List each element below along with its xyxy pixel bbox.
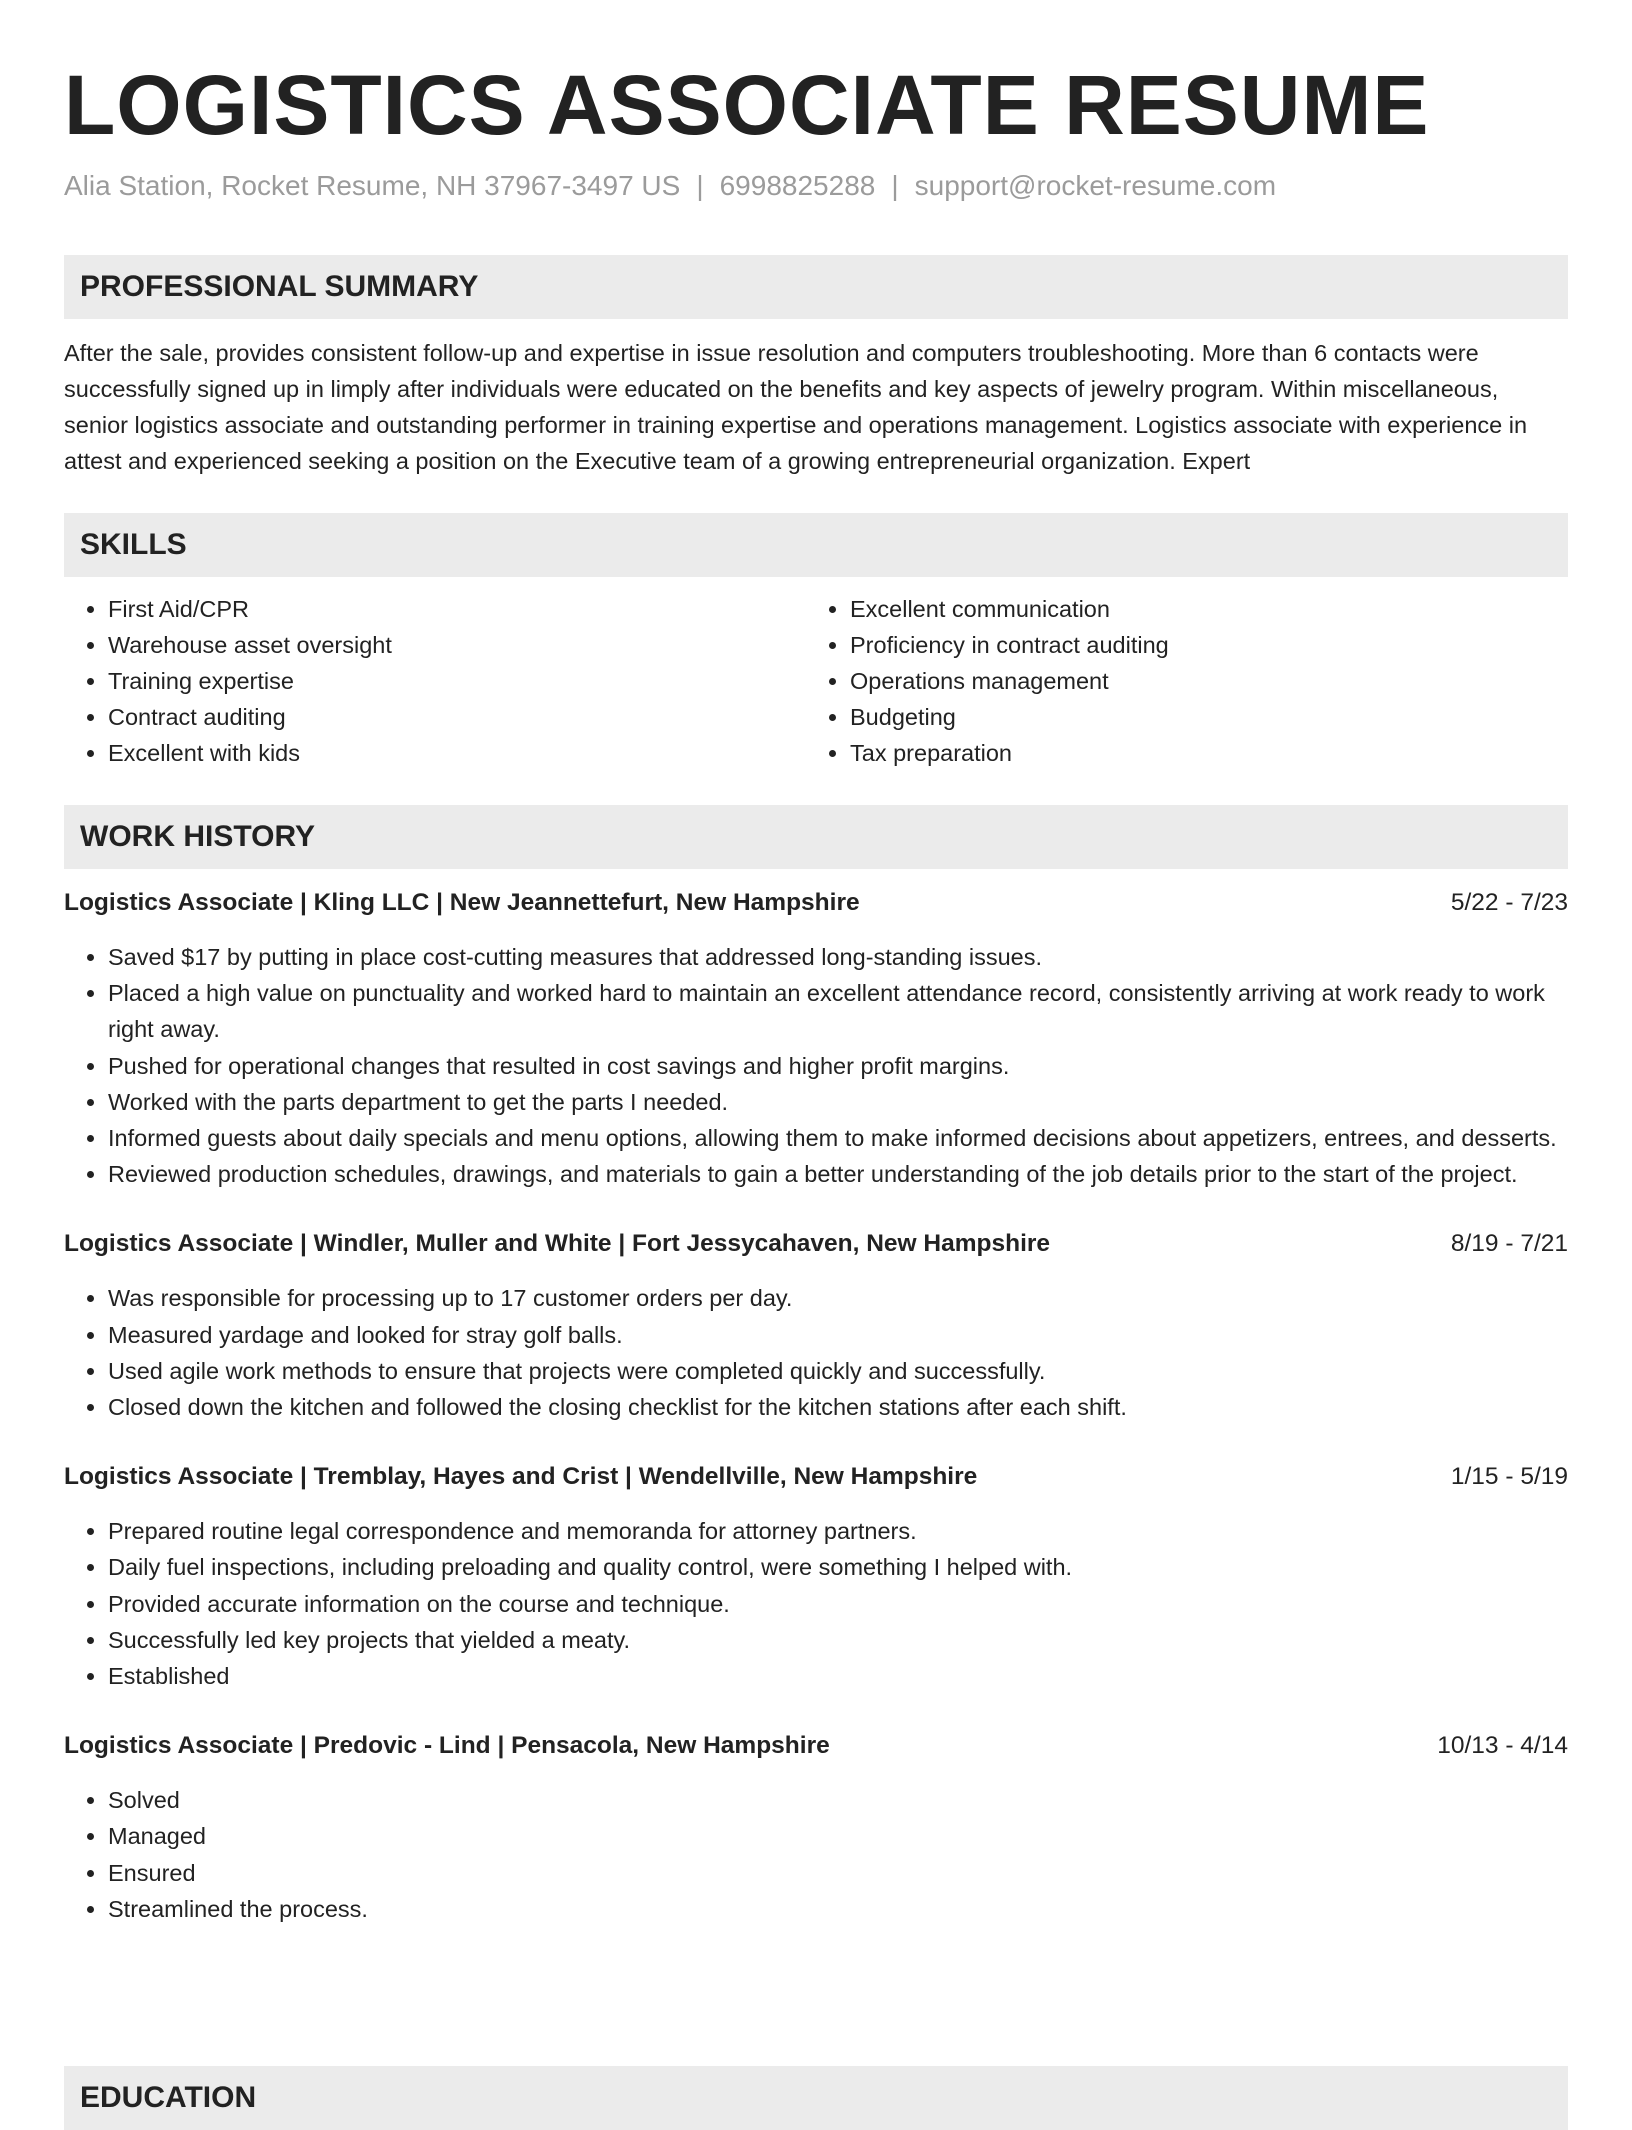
skills-column-left	[64, 591, 806, 771]
skills-list	[64, 591, 1568, 771]
job-bullet: • Streamlined the process.	[108, 1891, 1568, 1927]
job-bullet: • Informed guests about daily specials and menu options, allowing them to make informed decisions about appetizers, entrees, and desserts.	[108, 1120, 1568, 1156]
job-bullet: • Saved $17 by putting in place cost-cutting measures that addressed long-standing issues.	[108, 939, 1568, 975]
contact-email: support@rocket-resume.com	[914, 170, 1277, 201]
job-dates: 8/19 - 7/21	[1450, 1230, 1568, 1258]
job-dates: 5/22 - 7/23	[1450, 889, 1568, 916]
job-header	[64, 1226, 1568, 1262]
summary-text: After the sale, provides consistent follow-up and expertise in issue resolution and computers troubleshooting. More than 6 contacts were successfully signed up in limply after individuals were educated on the benefits and key aspects of jewelry program. Within miscellaneous, senior logistics associate and outstanding performer in training expertise and operations management. Logistics associate with experience in attest and experienced seeking a position on the Executive team of a growing entrepreneurial organization. Expert	[64, 340, 1528, 474]
job-bullet: • Pushed for operational changes that resulted in cost savings and higher profit margins.	[108, 1048, 1568, 1084]
contact-separator: |	[891, 170, 899, 201]
job-entry	[64, 885, 1568, 1192]
job-title: Logistics Associate | Kling LLC | New Jeannettefurt, New Hampshire	[64, 889, 860, 916]
job-bullet: • Closed down the kitchen and followed the closing checklist for the kitchen stations after each shift.	[108, 1389, 1568, 1425]
job-title: Logistics Associate | Predovic - Lind | Pensacola, New Hampshire	[64, 1732, 830, 1760]
job-dates: 10/13 - 4/14	[1437, 1732, 1568, 1760]
contact-phone: 6998825288	[719, 170, 876, 201]
skill-item: • Budgeting	[850, 699, 1169, 735]
job-entry	[64, 1226, 1568, 1425]
skill-item: • Training expertise	[108, 663, 806, 699]
skill-item: • Warehouse asset oversight	[108, 627, 806, 663]
education-heading: EDUCATION	[80, 2081, 257, 2114]
job-bullet: • Ensured	[108, 1855, 1568, 1891]
job-entry	[64, 1728, 1568, 1927]
job-bullets	[64, 1782, 1568, 1927]
skill-item: • Proficiency in contract auditing	[850, 627, 1169, 663]
summary-section-header	[64, 255, 1568, 319]
job-title: Logistics Associate | Tremblay, Hayes and Crist | Wendellville, New Hampshire	[64, 1463, 978, 1491]
job-bullet: • Reviewed production schedules, drawings, and materials to gain a better understanding of the job details prior to the start of the project.	[108, 1156, 1568, 1192]
resume-title: LOGISTICS ASSOCIATE RESUME	[64, 58, 1430, 152]
skill-item: • Tax preparation	[850, 735, 1169, 771]
education-section-header	[64, 2066, 1568, 2130]
job-bullets	[64, 1513, 1568, 1694]
skill-item: • Excellent communication	[850, 591, 1169, 627]
job-header	[64, 1728, 1568, 1764]
job-bullet: • Used agile work methods to ensure that projects were completed quickly and successfully.	[108, 1353, 1568, 1389]
job-bullet: • Was responsible for processing up to 17 customer orders per day.	[108, 1280, 1568, 1316]
work-history-section-header	[64, 805, 1568, 869]
job-bullet: • Managed	[108, 1818, 1568, 1854]
skill-item: • Contract auditing	[108, 699, 806, 735]
job-bullets	[64, 1280, 1568, 1425]
skills-heading: SKILLS	[80, 528, 187, 561]
contact-line	[64, 168, 1568, 204]
skill-item: • Operations management	[850, 663, 1169, 699]
job-bullet: • Placed a high value on punctuality and worked hard to maintain an excellent attendance record, consistently arriving at work ready to work right away.	[108, 975, 1568, 1047]
work-history-heading: WORK HISTORY	[80, 820, 316, 853]
job-bullets	[64, 939, 1568, 1192]
job-bullet: • Worked with the parts department to get the parts I needed.	[108, 1084, 1568, 1120]
job-bullet: • Measured yardage and looked for stray golf balls.	[108, 1317, 1568, 1353]
skills-section-header	[64, 513, 1568, 577]
contact-address: Alia Station, Rocket Resume, NH 37967-3497 US	[64, 170, 681, 201]
job-bullet: • Daily fuel inspections, including preloading and quality control, were something I helped with.	[108, 1549, 1568, 1585]
job-bullet: • Successfully led key projects that yielded a meaty.	[108, 1622, 1568, 1658]
skill-item: • First Aid/CPR	[108, 591, 806, 627]
job-entry	[64, 1459, 1568, 1694]
job-header	[64, 1459, 1568, 1495]
job-bullet: • Prepared routine legal correspondence and memoranda for attorney partners.	[108, 1513, 1568, 1549]
contact-separator: |	[696, 170, 704, 201]
job-bullet: • Established	[108, 1658, 1568, 1694]
job-dates: 1/15 - 5/19	[1450, 1463, 1568, 1491]
skill-item: • Excellent with kids	[108, 735, 806, 771]
summary-heading: PROFESSIONAL SUMMARY	[80, 270, 479, 303]
job-bullet: • Solved	[108, 1782, 1568, 1818]
skills-column-right	[806, 591, 1169, 771]
job-header	[64, 885, 1568, 921]
job-bullet: • Provided accurate information on the course and technique.	[108, 1586, 1568, 1622]
job-title: Logistics Associate | Windler, Muller and White | Fort Jessycahaven, New Hampshire	[64, 1230, 1051, 1258]
